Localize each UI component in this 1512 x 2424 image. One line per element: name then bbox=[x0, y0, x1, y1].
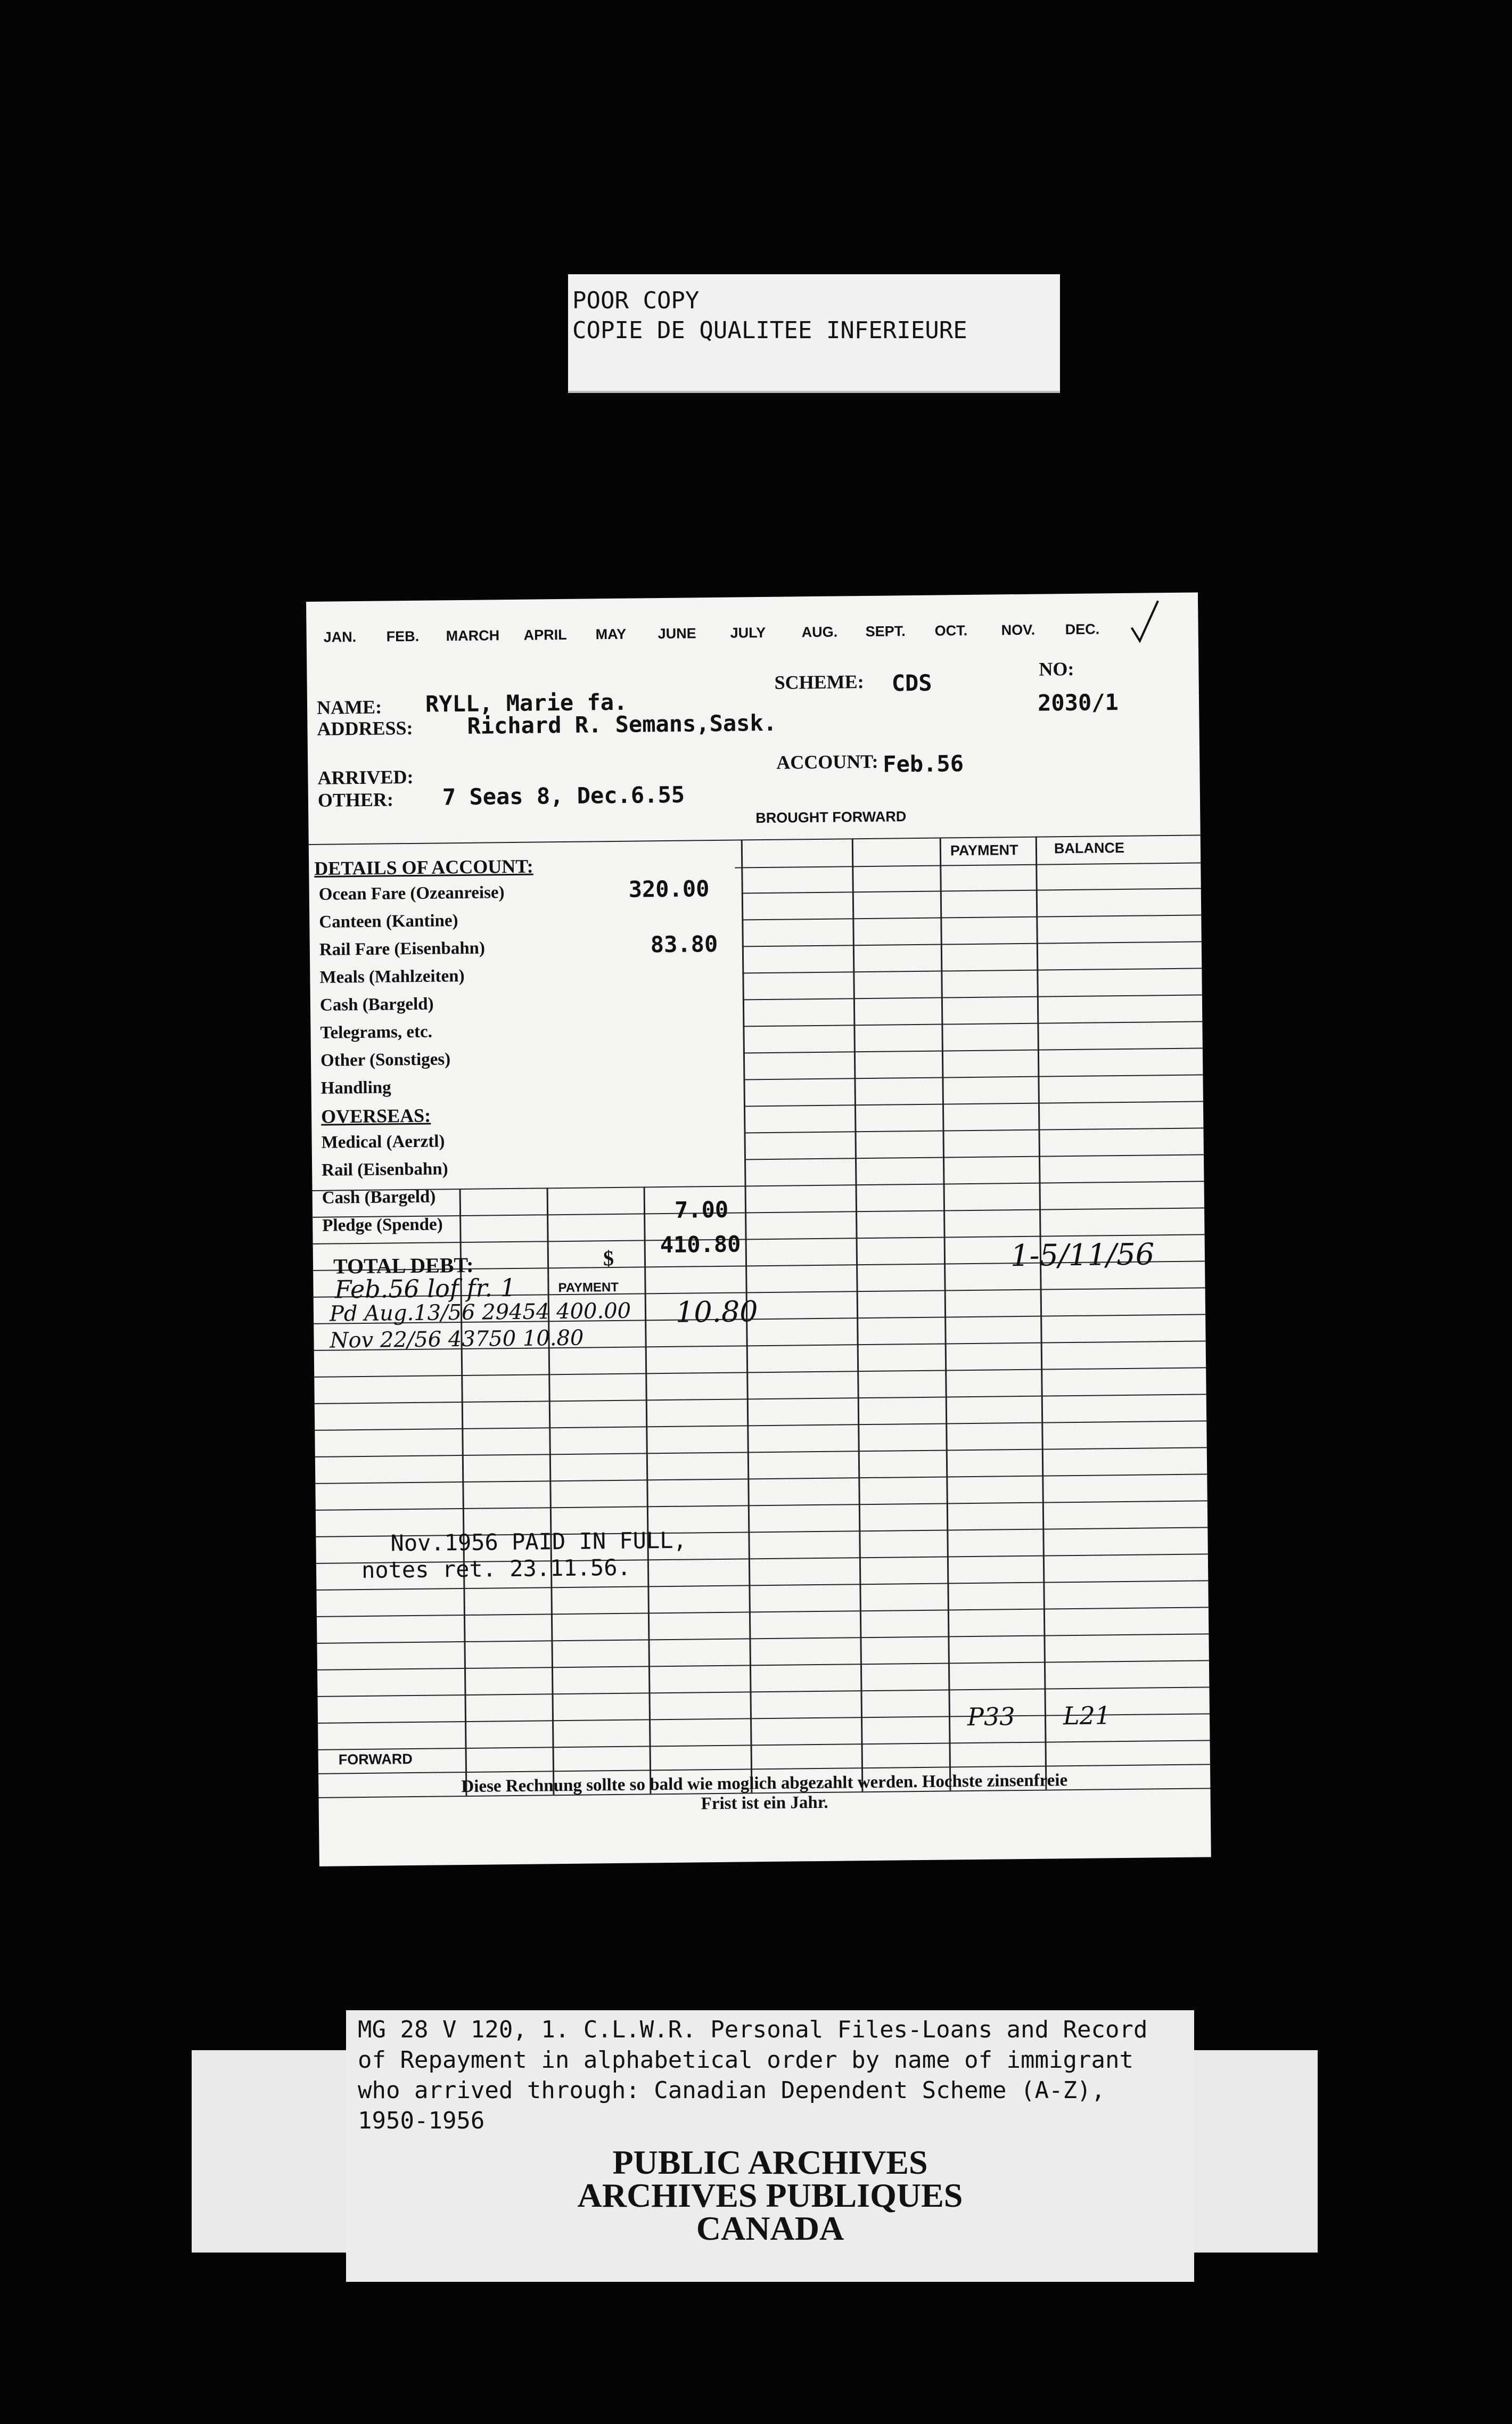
grid-col-1 bbox=[741, 839, 746, 1185]
detail-pledge: Pledge (Spende) bbox=[322, 1215, 443, 1235]
brought-forward-label: BROUGHT FORWARD bbox=[755, 808, 907, 826]
detail-overseas-cash: Cash (Bargeld) bbox=[322, 1187, 436, 1208]
handwritten-row2: Pd Aug.13/56 29454 400.00 bbox=[329, 1298, 631, 1326]
paid-stamp-line2: notes ret. 23.11.56. bbox=[361, 1554, 631, 1584]
archive-stamp bbox=[346, 2143, 1194, 2247]
footer-note-line1: Diese Rechnung sollte so bald wie moglich abgezahlt werden. Hochste zinsenfreie bbox=[461, 1771, 1068, 1797]
amount-pledge: 7.00 bbox=[674, 1196, 729, 1223]
grid-line bbox=[742, 941, 1202, 947]
label-tab-left bbox=[192, 2050, 357, 2253]
scheme-label: SCHEME: bbox=[774, 671, 864, 693]
month-july: JULY bbox=[730, 624, 766, 641]
balance-column-header: BALANCE bbox=[1054, 839, 1125, 857]
grid-line bbox=[314, 1367, 1206, 1378]
handwritten-right-date: 1-5/11/56 bbox=[1010, 1237, 1155, 1274]
detail-meals: Meals (Mahlzeiten) bbox=[319, 966, 465, 987]
grid-line bbox=[743, 1074, 1203, 1080]
month-aug: AUG. bbox=[801, 624, 838, 641]
grid-line bbox=[315, 1473, 1207, 1484]
detail-rail-fare: Rail Fare (Eisenbahn) bbox=[319, 938, 486, 960]
name-label: NAME: bbox=[316, 696, 382, 718]
grid-header-line bbox=[735, 862, 1201, 868]
archive-reference-text: MG 28 V 120, 1. C.L.W.R. Personal Files-Loans and Record of Repayment in alphabetical order by name of immigrant who arrived through: Canadian Dependent Scheme (A-Z), 1950-1956 bbox=[358, 2016, 1148, 2134]
footer-note-line2: Frist ist ein Jahr. bbox=[701, 1792, 828, 1814]
paid-stamp-line1: Nov.1956 PAID IN FULL, bbox=[390, 1527, 687, 1557]
no-label: NO: bbox=[1039, 658, 1074, 680]
grid-line bbox=[743, 1021, 1202, 1027]
dollar-sign: $ bbox=[603, 1246, 614, 1271]
grid-line bbox=[315, 1394, 1206, 1404]
detail-telegrams: Telegrams, etc. bbox=[320, 1022, 433, 1043]
grid-line bbox=[313, 1181, 1204, 1191]
grid-line bbox=[317, 1660, 1209, 1670]
amount-ocean-fare: 320.00 bbox=[628, 875, 710, 903]
name-value: RYLL, Marie fa. bbox=[425, 689, 628, 717]
detail-other: Other (Sonstiges) bbox=[320, 1050, 451, 1070]
total-debt-label: TOTAL DEBT: bbox=[333, 1252, 474, 1279]
detail-overseas-rail: Rail (Eisenbahn) bbox=[321, 1159, 448, 1180]
grid-line bbox=[744, 1154, 1204, 1160]
forward-label: FORWARD bbox=[338, 1751, 413, 1768]
grid-col-lower-2 bbox=[547, 1188, 555, 1795]
handwritten-row2-payment: 10.80 bbox=[675, 1295, 758, 1329]
month-march: MARCH bbox=[446, 627, 500, 644]
month-dec: DEC. bbox=[1065, 621, 1100, 638]
archive-line3: CANADA bbox=[696, 2209, 844, 2247]
address-label: ADDRESS: bbox=[317, 717, 413, 740]
month-jan: JAN. bbox=[323, 629, 357, 645]
grid-line bbox=[743, 994, 1202, 1000]
grid-line bbox=[317, 1633, 1209, 1644]
poor-copy-line1: POOR COPY bbox=[572, 287, 700, 314]
label-tab-right bbox=[1182, 2050, 1318, 2253]
arrived-label: ARRIVED: bbox=[317, 766, 414, 789]
account-value: Feb.56 bbox=[882, 750, 964, 777]
other-value: 7 Seas 8, Dec.6.55 bbox=[442, 781, 685, 810]
archive-line2: ARCHIVES PUBLIQUES bbox=[577, 2176, 963, 2214]
month-oct: OCT. bbox=[934, 622, 968, 639]
month-may: MAY bbox=[595, 626, 627, 643]
handwritten-p-code: P33 bbox=[967, 1702, 1015, 1732]
archive-line1: PUBLIC ARCHIVES bbox=[612, 2143, 928, 2181]
month-feb: FEB. bbox=[386, 628, 420, 645]
grid-line bbox=[742, 914, 1201, 920]
grid-line bbox=[744, 1101, 1203, 1107]
grid-line bbox=[315, 1447, 1207, 1457]
checkmark-icon bbox=[1129, 598, 1161, 646]
grid-line bbox=[317, 1607, 1209, 1617]
no-value: 2030/1 bbox=[1037, 689, 1119, 716]
detail-handling: Handling bbox=[321, 1078, 391, 1098]
grid-line bbox=[318, 1740, 1210, 1750]
handwritten-l-code: L21 bbox=[1063, 1701, 1111, 1731]
month-nov: NOV. bbox=[1001, 621, 1036, 638]
total-debt-value: 410.80 bbox=[660, 1231, 741, 1258]
detail-cash: Cash (Bargeld) bbox=[319, 994, 434, 1015]
handwritten-payment-head: PAYMENT bbox=[558, 1280, 619, 1296]
grid-line bbox=[742, 888, 1201, 894]
detail-medical: Medical (Aerztl) bbox=[321, 1132, 445, 1152]
handwritten-row3: Nov 22/56 43750 10.80 bbox=[330, 1325, 584, 1353]
poor-copy-label bbox=[568, 274, 1060, 393]
details-heading: DETAILS OF ACCOUNT: bbox=[314, 855, 533, 879]
scheme-value: CDS bbox=[891, 669, 932, 697]
grid-col-3 bbox=[940, 838, 951, 1791]
grid-line bbox=[313, 1207, 1204, 1218]
address-value: Richard R. Semans,Sask. bbox=[467, 709, 777, 739]
grid-line bbox=[743, 1047, 1203, 1053]
month-june: JUNE bbox=[658, 625, 696, 642]
other-label: OTHER: bbox=[317, 789, 394, 811]
month-april: APRIL bbox=[523, 626, 567, 643]
overseas-heading: OVERSEAS: bbox=[321, 1104, 431, 1127]
grid-line bbox=[316, 1500, 1207, 1511]
grid-col-4 bbox=[1036, 837, 1047, 1790]
account-card bbox=[306, 592, 1211, 1866]
amount-rail-fare: 83.80 bbox=[650, 930, 718, 958]
archive-label bbox=[346, 2010, 1194, 2282]
grid-col-2 bbox=[852, 838, 864, 1791]
grid-col-lower-3 bbox=[644, 1186, 652, 1794]
grid-col-lower-4 bbox=[745, 1185, 753, 1792]
account-label: ACCOUNT: bbox=[776, 750, 878, 773]
detail-canteen: Canteen (Kantine) bbox=[319, 911, 458, 932]
payment-column-header: PAYMENT bbox=[950, 842, 1018, 859]
handwritten-row1: Feb.56 lof fr. 1 bbox=[334, 1273, 516, 1304]
detail-ocean-fare: Ocean Fare (Ozeanreise) bbox=[318, 883, 505, 904]
grid-line bbox=[742, 968, 1202, 973]
month-sept: SEPT. bbox=[865, 623, 906, 640]
poor-copy-line2: COPIE DE QUALITEE INFERIEURE bbox=[572, 317, 967, 344]
footer-note bbox=[318, 1769, 1211, 1818]
grid-line bbox=[318, 1686, 1210, 1697]
grid-line bbox=[315, 1420, 1206, 1431]
grid-line bbox=[744, 1127, 1203, 1133]
